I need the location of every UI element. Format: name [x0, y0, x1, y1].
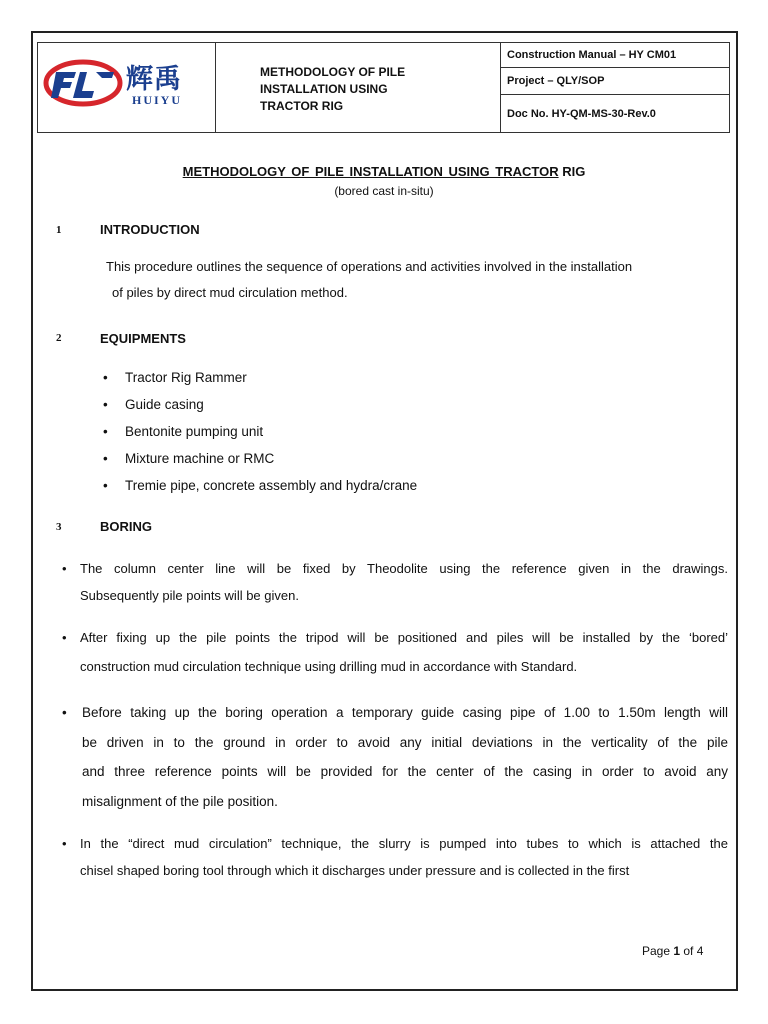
list-item: • Bentonite pumping unit [100, 421, 417, 448]
page-suffix: of 4 [680, 944, 704, 958]
section-heading: INTRODUCTION [100, 222, 200, 237]
logo-chinese-text: 辉禹 [126, 64, 182, 95]
document-header [37, 42, 730, 133]
construction-manual-label: Construction Manual – HY CM01 [501, 43, 729, 68]
header-meta-cell [501, 43, 729, 132]
paragraph-line: and three reference points will be provided for the center of the casing in order to avoid any [82, 764, 728, 779]
intro-line: of piles by direct mud circulation method. [112, 285, 348, 300]
paragraph-line: After fixing up the pile points the tripod will be positioned and piles will be installed by the ‘bored’ [80, 630, 728, 645]
logo-english-text: HUIYU [132, 93, 183, 107]
document-title-rest: RIG [558, 164, 586, 179]
bullet-icon: • [62, 630, 67, 645]
header-title [260, 64, 460, 115]
header-title-line: TRACTOR RIG [260, 99, 344, 113]
page-number [642, 944, 703, 958]
section-number: 3 [56, 521, 62, 533]
intro-line: This procedure outlines the sequence of operations and activities involved in the installation [106, 259, 633, 274]
list-item [62, 698, 728, 816]
bullet-icon: • [62, 836, 67, 851]
logo-cell [38, 43, 216, 132]
document-subtitle: (bored cast in-situ) [334, 184, 434, 198]
list-item [62, 623, 728, 681]
page-prefix: Page [642, 944, 674, 958]
header-title-cell [216, 43, 501, 132]
doc-number-label: Doc No. HY-QM-MS-30-Rev.0 [507, 108, 656, 120]
paragraph-line: construction mud circulation technique using drilling mud in accordance with Standard. [80, 659, 578, 674]
list-item: • Tractor Rig Rammer [100, 367, 417, 394]
paragraph-line: misalignment of the pile position. [82, 793, 278, 809]
bullet-icon: • [62, 561, 67, 576]
project-label: Project – QLY/SOP [501, 68, 729, 95]
section-heading: EQUIPMENTS [100, 331, 186, 346]
paragraph-line: chisel shaped boring tool through which it discharges under pressure and is collected in the first [80, 863, 630, 878]
bullet-icon: • [62, 705, 67, 720]
header-title-line: METHODOLOGY OF PILE [260, 65, 406, 79]
list-item [62, 830, 728, 884]
equipment-list [100, 367, 417, 502]
list-item [62, 555, 728, 609]
paragraph-line: Before taking up the boring operation a temporary guide casing pipe of 1.00 to 1.50m length will [82, 705, 728, 720]
list-item: • Tremie pipe, concrete assembly and hydra/crane [100, 475, 417, 502]
list-item: • Mixture machine or RMC [100, 448, 417, 475]
section-number: 2 [56, 332, 62, 344]
document-title-underlined: METHODOLOGY OF PILE INSTALLATION USING TRACTOR [182, 164, 559, 179]
paragraph-line: be driven in to the ground in order to avoid any initial deviations in the verticality of the pile [82, 734, 728, 750]
header-title-line: INSTALLATION USING [260, 82, 388, 96]
section-heading: BORING [100, 519, 152, 534]
paragraph-line: In the “direct mud circulation” technique, the slurry is pumped into tubes to which is attached the [80, 836, 728, 851]
document-title [0, 164, 768, 179]
page-current: 1 [673, 944, 681, 958]
paragraph-line: Subsequently pile points will be given. [80, 588, 299, 603]
section-number: 1 [56, 224, 62, 236]
paragraph-line: The column center line will be fixed by Theodolite using the reference given in the drawings. [80, 561, 728, 576]
list-item: • Guide casing [100, 394, 417, 421]
huiyu-logo-icon [42, 58, 124, 108]
